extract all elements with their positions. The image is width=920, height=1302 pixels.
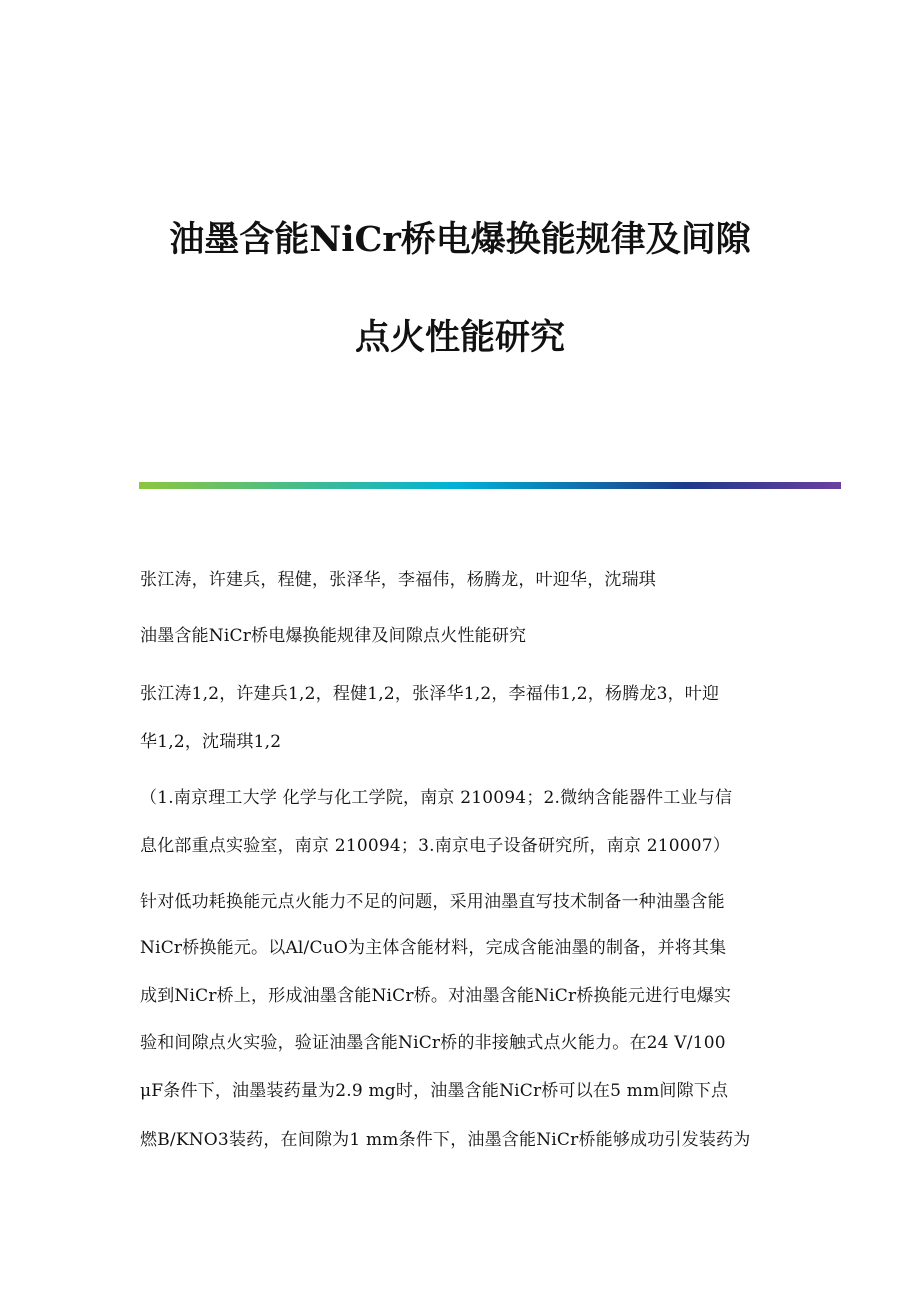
affiliations-line-1: （1.南京理工大学 化学与化工学院，南京 210094；2.微纳含能器件工业与信 <box>140 788 733 808</box>
divider-bar <box>139 482 841 489</box>
authors-header: 张江涛，许建兵，程健，张泽华，李福伟，杨腾龙，叶迎华，沈瑞琪 <box>140 570 656 590</box>
document-title-line-1: 油墨含能NiCr桥电爆换能规律及间隙 <box>169 219 751 260</box>
abstract-line-5: μF条件下，油墨装药量为2.9 mg时，油墨含能NiCr桥可以在5 mm间隙下点 <box>140 1081 729 1101</box>
title-divider <box>139 482 841 489</box>
abstract-line-2: NiCr桥换能元。以Al/CuO为主体含能材料，完成含能油墨的制备，并将其集 <box>140 938 727 958</box>
document-title-line-2: 点火性能研究 <box>354 317 565 358</box>
authors-affil-line-1: 张江涛1,2，许建兵1,2，程健1,2，张泽华1,2，李福伟1,2，杨腾龙3，叶迎 <box>140 684 720 704</box>
abstract-line-1: 针对低功耗换能元点火能力不足的问题，采用油墨直写技术制备一种油墨含能 <box>140 892 725 912</box>
abstract-line-4: 验和间隙点火实验，验证油墨含能NiCr桥的非接触式点火能力。在24 V/100 <box>140 1033 726 1053</box>
affiliations-line-2: 息化部重点实验室，南京 210094；3.南京电子设备研究所，南京 210007） <box>140 836 731 856</box>
authors-affil-line-2: 华1,2，沈瑞琪1,2 <box>140 732 282 752</box>
abstract-line-3: 成到NiCr桥上，形成油墨含能NiCr桥。对油墨含能NiCr桥换能元进行电爆实 <box>140 986 732 1006</box>
paper-title: 油墨含能NiCr桥电爆换能规律及间隙点火性能研究 <box>140 626 527 646</box>
abstract-line-6: 燃B/KNO3装药，在间隙为1 mm条件下，油墨含能NiCr桥能够成功引发装药为 <box>140 1130 751 1150</box>
